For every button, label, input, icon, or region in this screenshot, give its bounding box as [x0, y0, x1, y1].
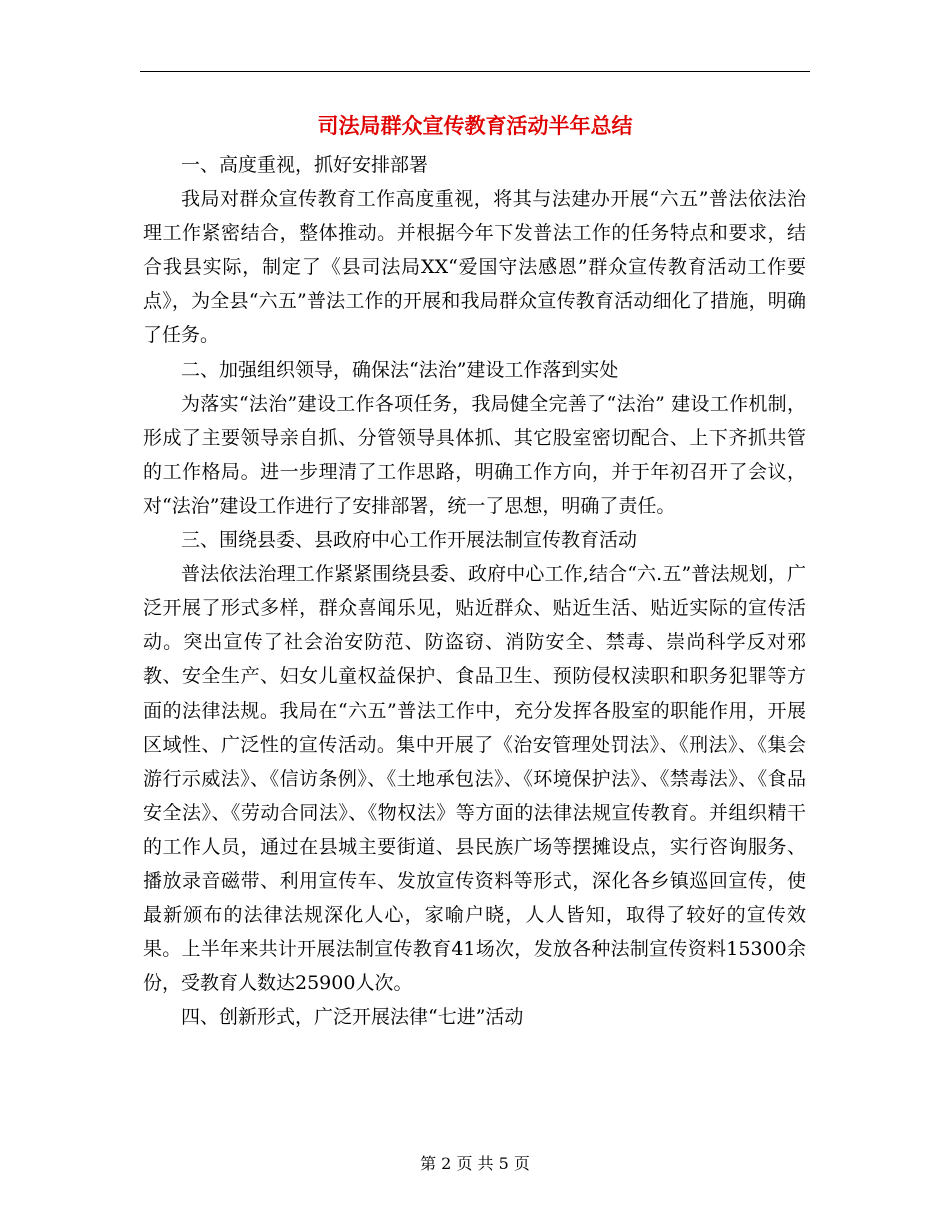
paragraph-2: 为落实“法治”建设工作各项任务，我局健全完善了“法治” 建设工作机制，形成了主要领导亲自抓、分管领导具体抓、其它股室密切配合、上下齐抓共管的工作格局。进一步理清了工作思路，明确工作方向，并于年初召开了会议，对“法治”建设工作进行了安排部署，统一了思想，明确了责任。 [143, 392, 806, 517]
document-body [143, 148, 806, 1034]
section-heading-1: 一、高度重视，抓好安排部署 [181, 154, 429, 176]
section-heading-3: 三、围绕县委、县政府中心工作开展法制宣传教育活动 [181, 529, 638, 552]
document-title: 司法局群众宣传教育活动半年总结 [317, 114, 633, 138]
paragraph-3: 普法依法治理工作紧紧围绕县委、政府中心工作,结合“六.五”普法规划，广泛开展了形式多样，群众喜闻乐见，贴近群众、贴近生活、贴近实际的宣传活动。突出宣传了社会治安防范、防盗窃、消防安全、禁毒、崇尚科学反对邪教、安全生产、妇女儿童权益保护、食品卫生、预防侵权渎职和职务犯罪等方面的法律法规。我局在“六五”普法工作中，充分发挥各股室的职能作用，开展区域性、广泛性的宣传活动。集中开展了《治安管理处罚法》、《刑法》、《集会游行示威法》、《信访条例》、《土地承包法》、《环境保护法》、《禁毒法》、《食品安全法》、《劳动合同法》、《物权法》等方面的法律法规宣传教育。并组织精干的工作人员，通过在县城主要街道、县民族广场等摆摊设点，实行咨询服务、播放录音磁带、利用宣传车、发放宣传资料等形式，深化各乡镇巡回宣传，使最新颁布的法律法规深化人心，家喻户晓，人人皆知，取得了较好的宣传效果。上半年来共计开展法制宣传教育41场次，发放各种法制宣传资料15300余份，受教育人数达25900人次。 [143, 563, 806, 995]
header-rule [140, 71, 810, 72]
page-number: 第 2 页 共 5 页 [420, 1154, 530, 1173]
section-heading-2: 二、加强组织领导，确保法“法治”建设工作落到实处 [181, 358, 619, 381]
paragraph-1: 我局对群众宣传教育工作高度重视，将其与法建办开展“六五”普法依法治理工作紧密结合，整体推动。并根据今年下发普法工作的任务特点和要求，结合我县实际，制定了《县司法局XX“爱国守法感恩”群众宣传教育活动工作要点》，为全县“六五”普法工作的开展和我局群众宣传教育活动细化了措施，明确了任务。 [143, 188, 806, 347]
section-heading-4: 四、创新形式，广泛开展法律“七进”活动 [181, 1006, 524, 1029]
